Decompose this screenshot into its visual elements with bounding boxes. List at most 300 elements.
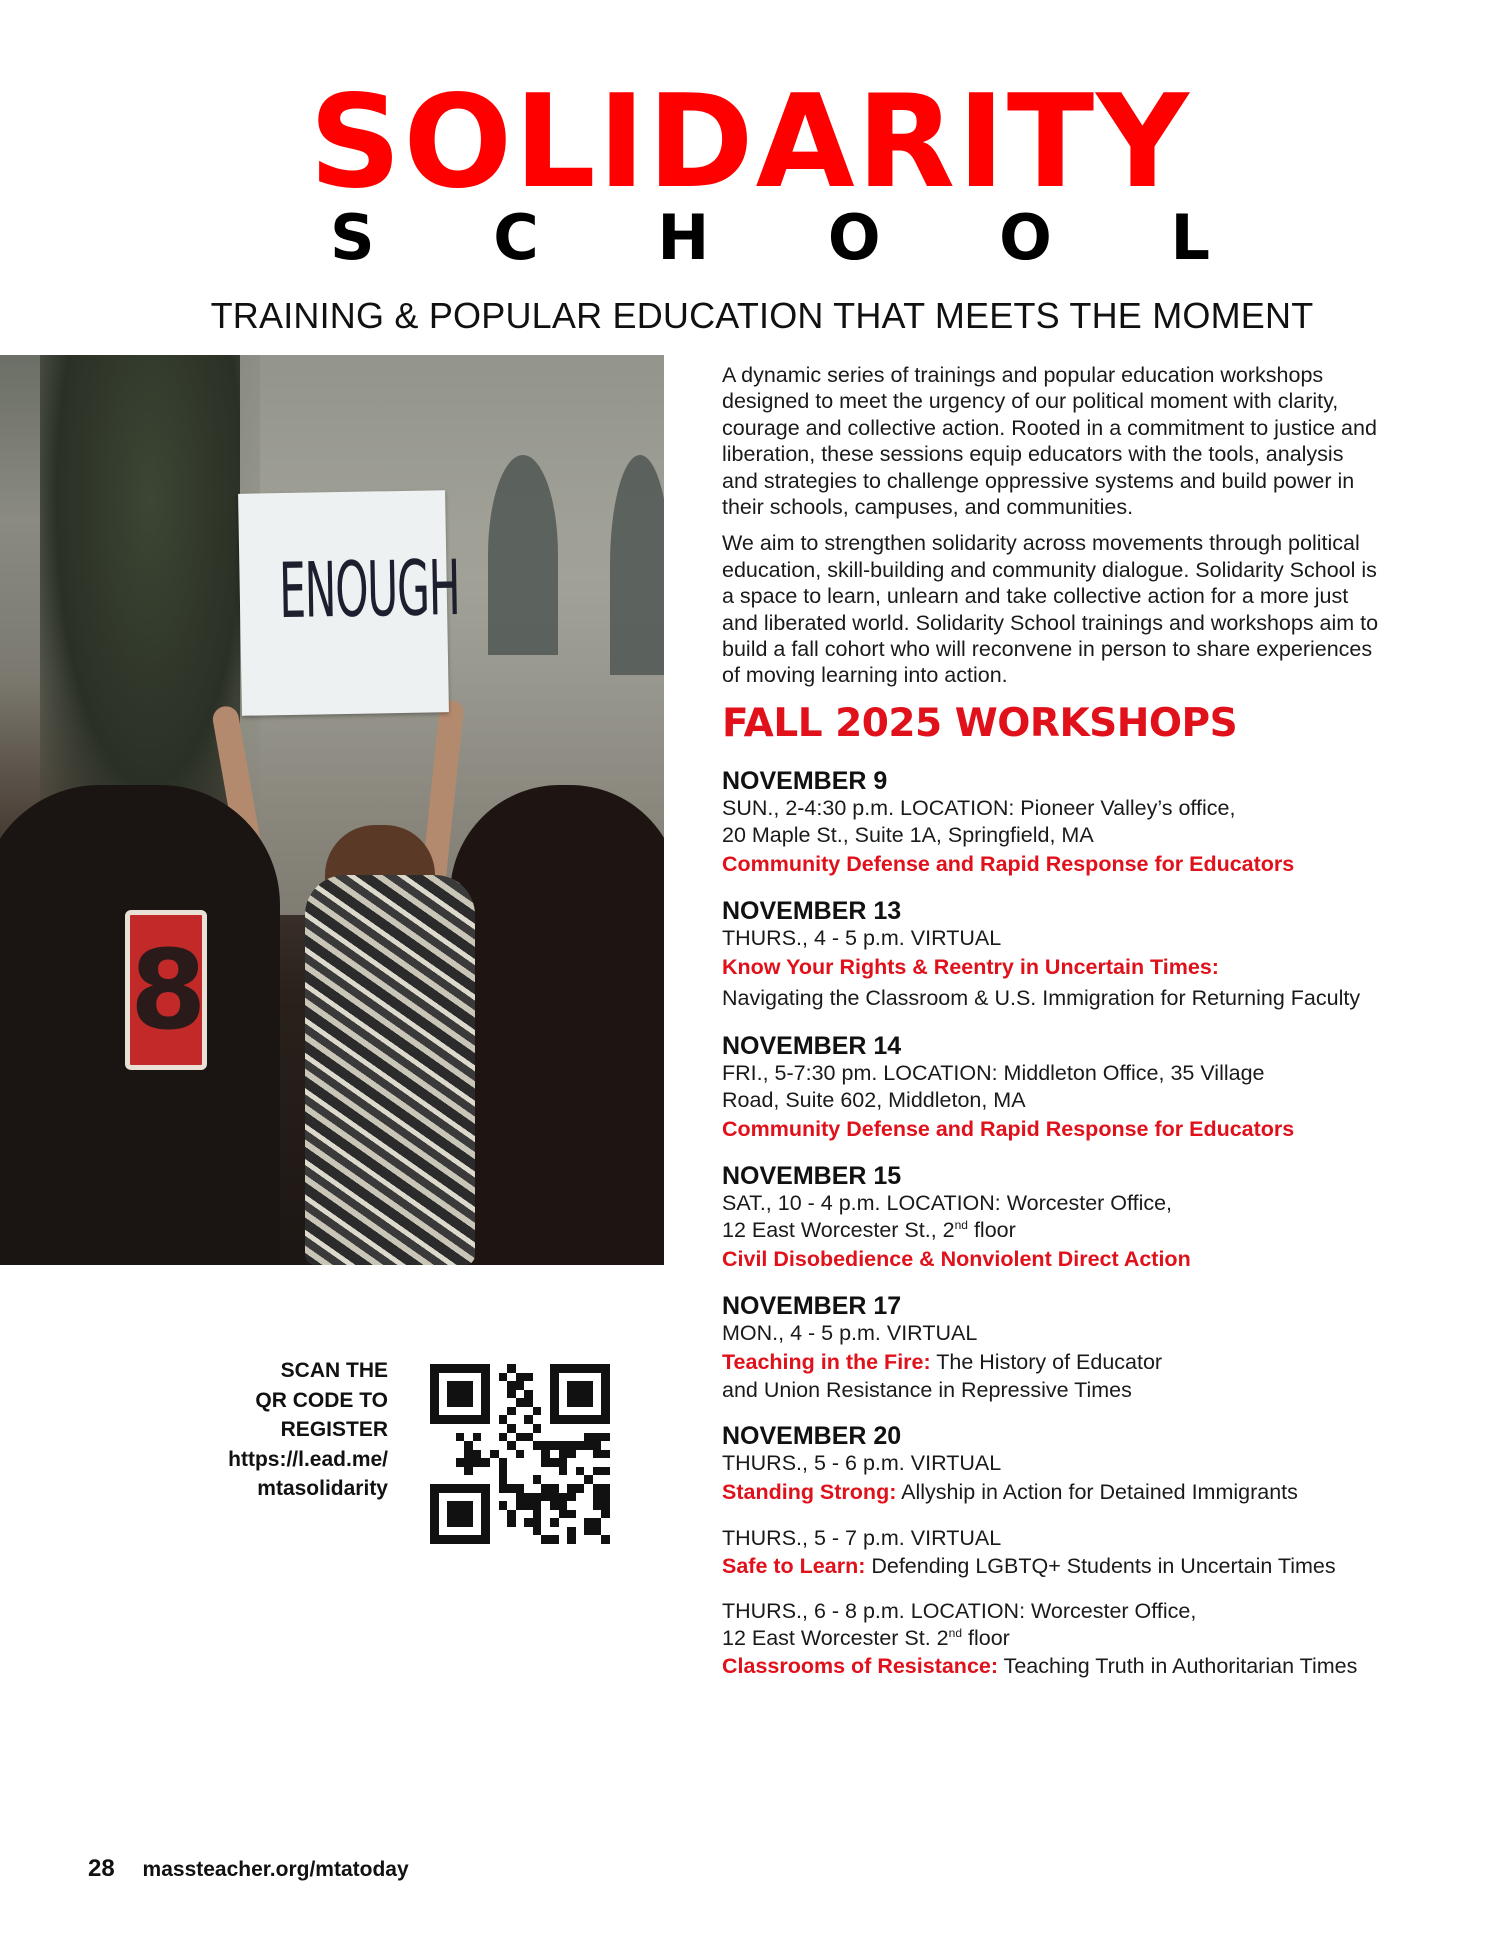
qr-module (490, 1407, 499, 1416)
qr-module (601, 1475, 610, 1484)
qr-module (593, 1441, 602, 1450)
qr-module (593, 1501, 602, 1510)
qr-module (430, 1458, 439, 1467)
photo-person-right (450, 785, 664, 1265)
qr-module (584, 1450, 593, 1459)
qr-module (559, 1433, 568, 1442)
qr-module (507, 1501, 516, 1510)
qr-module (499, 1510, 508, 1519)
qr-module (464, 1424, 473, 1433)
qr-module (430, 1373, 439, 1382)
qr-module (490, 1518, 499, 1527)
qr-module (601, 1424, 610, 1433)
qr-module (481, 1535, 490, 1544)
qr-module (593, 1467, 602, 1476)
qr-module (430, 1398, 439, 1407)
qr-module (533, 1415, 542, 1424)
qr-module (481, 1518, 490, 1527)
qr-module (473, 1510, 482, 1519)
qr-module (456, 1364, 465, 1373)
qr-module (550, 1390, 559, 1399)
qr-module (447, 1535, 456, 1544)
qr-module (576, 1510, 585, 1519)
qr-module (490, 1433, 499, 1442)
qr-module (499, 1484, 508, 1493)
qr-module (559, 1535, 568, 1544)
workshop-item (722, 897, 1382, 1014)
qr-module (559, 1373, 568, 1382)
qr-module (430, 1424, 439, 1433)
qr-module (567, 1373, 576, 1382)
qr-module (576, 1458, 585, 1467)
qr-module (464, 1415, 473, 1424)
qr-module (481, 1390, 490, 1399)
qr-module (576, 1450, 585, 1459)
qr-module (601, 1535, 610, 1544)
qr-module (584, 1527, 593, 1536)
qr-module (499, 1433, 508, 1442)
workshop-title-red: Safe to Learn: (722, 1553, 866, 1578)
workshop-title-red: Classrooms of Resistance: (722, 1653, 999, 1678)
qr-module (584, 1398, 593, 1407)
qr-module (593, 1535, 602, 1544)
qr-module (516, 1381, 525, 1390)
qr-module (447, 1441, 456, 1450)
qr-module (524, 1493, 533, 1502)
qr-module (430, 1493, 439, 1502)
qr-module (456, 1390, 465, 1399)
qr-module (533, 1441, 542, 1450)
workshop-item (722, 1162, 1382, 1274)
qr-module (593, 1373, 602, 1382)
qr-module (524, 1415, 533, 1424)
qr-module (490, 1458, 499, 1467)
qr-module (559, 1381, 568, 1390)
address-text: 12 East Worcester St. 2 (722, 1625, 949, 1650)
qr-module (533, 1458, 542, 1467)
qr-module (447, 1381, 456, 1390)
qr-module (481, 1415, 490, 1424)
qr-module (447, 1415, 456, 1424)
qr-module (593, 1510, 602, 1519)
subtitle-letter: H (657, 201, 710, 274)
qr-module (541, 1475, 550, 1484)
qr-module (576, 1467, 585, 1476)
qr-module (507, 1381, 516, 1390)
qr-module (559, 1424, 568, 1433)
qr-module (541, 1510, 550, 1519)
qr-module (430, 1381, 439, 1390)
workshop-title (722, 1114, 1382, 1144)
workshop-address (722, 1625, 1382, 1652)
qr-module (473, 1441, 482, 1450)
subtitle-letter: S (330, 201, 375, 274)
qr-module (559, 1415, 568, 1424)
qr-module (601, 1373, 610, 1382)
qr-module (439, 1493, 448, 1502)
qr-module (541, 1527, 550, 1536)
qr-module (430, 1415, 439, 1424)
workshop-session (722, 1525, 1382, 1580)
qr-module (601, 1458, 610, 1467)
qr-module (524, 1450, 533, 1459)
qr-module (533, 1398, 542, 1407)
qr-module (550, 1364, 559, 1373)
qr-module (507, 1535, 516, 1544)
qr-module (447, 1458, 456, 1467)
qr-module (430, 1518, 439, 1527)
qr-module (499, 1458, 508, 1467)
qr-module (464, 1493, 473, 1502)
workshop-date: NOVEMBER 14 (722, 1031, 902, 1060)
workshop-title-rest: Teaching Truth in Authoritarian Times (998, 1653, 1358, 1678)
qr-module (439, 1415, 448, 1424)
qr-module (456, 1467, 465, 1476)
workshop-time-location: SAT., 10 - 4 p.m. LOCATION: Worcester Office, (722, 1190, 1173, 1215)
qr-module (533, 1433, 542, 1442)
qr-module (584, 1467, 593, 1476)
qr-module (447, 1390, 456, 1399)
qr-module (473, 1415, 482, 1424)
qr-module (601, 1467, 610, 1476)
qr-module (464, 1364, 473, 1373)
footer-url[interactable]: massteacher.org/mtatoday (142, 1858, 409, 1881)
workshop-address: 20 Maple St., Suite 1A, Springfield, MA (722, 822, 1094, 847)
qr-module (584, 1441, 593, 1450)
qr-module (576, 1433, 585, 1442)
qr-module (456, 1433, 465, 1442)
qr-module (576, 1484, 585, 1493)
qr-module (584, 1390, 593, 1399)
qr-module (439, 1510, 448, 1519)
registration-line: SCAN THE (280, 1359, 388, 1382)
qr-module (541, 1398, 550, 1407)
qr-module (601, 1501, 610, 1510)
qr-module (481, 1484, 490, 1493)
qr-module (456, 1398, 465, 1407)
qr-module (473, 1364, 482, 1373)
qr-module (567, 1398, 576, 1407)
workshop-item (722, 767, 1382, 879)
qr-module (559, 1364, 568, 1373)
workshop-title-red: Teaching in the Fire: (722, 1349, 931, 1374)
qr-module (430, 1390, 439, 1399)
qr-module (456, 1450, 465, 1459)
qr-module (584, 1433, 593, 1442)
workshop-time-location: THURS., 4 - 5 p.m. VIRTUAL (722, 925, 1002, 950)
qr-module (481, 1467, 490, 1476)
qr-module (439, 1450, 448, 1459)
qr-module (473, 1458, 482, 1467)
qr-module (473, 1535, 482, 1544)
qr-module (559, 1390, 568, 1399)
qr-module (524, 1527, 533, 1536)
qr-module (516, 1424, 525, 1433)
qr-module (481, 1450, 490, 1459)
qr-module (567, 1467, 576, 1476)
qr-module (507, 1407, 516, 1416)
qr-module (593, 1381, 602, 1390)
qr-module (447, 1398, 456, 1407)
qr-module (601, 1484, 610, 1493)
qr-module (464, 1407, 473, 1416)
qr-module (576, 1441, 585, 1450)
qr-module (439, 1390, 448, 1399)
qr-module (507, 1424, 516, 1433)
qr-module (550, 1373, 559, 1382)
qr-module (456, 1501, 465, 1510)
qr-module (541, 1433, 550, 1442)
qr-module (473, 1373, 482, 1382)
qr-module (550, 1441, 559, 1450)
qr-module (430, 1510, 439, 1519)
qr-module (430, 1450, 439, 1459)
qr-module (499, 1450, 508, 1459)
qr-module (593, 1518, 602, 1527)
qr-module (490, 1398, 499, 1407)
qr-module (567, 1484, 576, 1493)
qr-module (567, 1510, 576, 1519)
qr-module (550, 1433, 559, 1442)
qr-module (559, 1493, 568, 1502)
masthead-title: SOLIDARITY (309, 68, 1191, 217)
qr-module (439, 1518, 448, 1527)
qr-module (593, 1390, 602, 1399)
qr-module (601, 1493, 610, 1502)
qr-module (439, 1535, 448, 1544)
qr-module (516, 1535, 525, 1544)
qr-module (464, 1433, 473, 1442)
qr-module (576, 1373, 585, 1382)
qr-module (533, 1518, 542, 1527)
workshop-title-red: Civil Disobedience & Nonviolent Direct Action (722, 1246, 1191, 1271)
qr-module (584, 1415, 593, 1424)
qr-module (593, 1407, 602, 1416)
qr-module (516, 1407, 525, 1416)
qr-module (507, 1364, 516, 1373)
qr-module (559, 1518, 568, 1527)
workshop-title-red: Community Defense and Rapid Response for Educators (722, 1116, 1295, 1141)
qr-module (524, 1364, 533, 1373)
workshop-time-location: MON., 4 - 5 p.m. VIRTUAL (722, 1320, 978, 1345)
qr-module (490, 1535, 499, 1544)
workshop-title-red: Community Defense and Rapid Response for Educators (722, 851, 1295, 876)
qr-module (473, 1493, 482, 1502)
qr-module (550, 1535, 559, 1544)
qr-code[interactable] (430, 1364, 610, 1544)
qr-module (447, 1407, 456, 1416)
qr-module (490, 1493, 499, 1502)
workshop-title-rest: Defending LGBTQ+ Students in Uncertain Times (865, 1553, 1336, 1578)
qr-module (524, 1518, 533, 1527)
qr-module (464, 1535, 473, 1544)
qr-module (507, 1518, 516, 1527)
qr-module (430, 1535, 439, 1544)
qr-module (533, 1467, 542, 1476)
qr-module (507, 1441, 516, 1450)
qr-module (447, 1501, 456, 1510)
qr-module (550, 1407, 559, 1416)
qr-module (456, 1407, 465, 1416)
qr-module (567, 1364, 576, 1373)
qr-module (499, 1373, 508, 1382)
qr-module (464, 1484, 473, 1493)
qr-module (550, 1484, 559, 1493)
qr-module (533, 1475, 542, 1484)
workshop-title (722, 1652, 1382, 1680)
qr-module (516, 1510, 525, 1519)
qr-module (593, 1484, 602, 1493)
workshop-session (722, 1450, 1382, 1507)
qr-module (576, 1493, 585, 1502)
qr-module (541, 1535, 550, 1544)
qr-module (439, 1458, 448, 1467)
qr-module (601, 1441, 610, 1450)
qr-module (524, 1373, 533, 1382)
qr-module (464, 1518, 473, 1527)
qr-module (533, 1450, 542, 1459)
qr-module (533, 1424, 542, 1433)
registration-link[interactable]: https://l.ead.me/ (228, 1447, 388, 1471)
qr-module (456, 1493, 465, 1502)
workshop-date: NOVEMBER 17 (722, 1291, 902, 1320)
qr-module (567, 1527, 576, 1536)
workshop-address (722, 1217, 1382, 1244)
qr-module (550, 1415, 559, 1424)
qr-module (593, 1433, 602, 1442)
qr-module (447, 1373, 456, 1382)
workshop-session (722, 1598, 1382, 1680)
qr-module (516, 1398, 525, 1407)
qr-module (481, 1398, 490, 1407)
qr-module (456, 1424, 465, 1433)
qr-module (533, 1510, 542, 1519)
qr-module (507, 1510, 516, 1519)
qr-module (593, 1450, 602, 1459)
qr-module (567, 1518, 576, 1527)
qr-module (481, 1381, 490, 1390)
registration-link[interactable]: mtasolidarity (257, 1477, 388, 1500)
qr-module (584, 1518, 593, 1527)
qr-module (473, 1484, 482, 1493)
qr-module (456, 1518, 465, 1527)
workshops-heading: FALL 2025 WORKSHOPS (722, 700, 1238, 746)
qr-module (447, 1433, 456, 1442)
qr-module (464, 1501, 473, 1510)
qr-module (541, 1458, 550, 1467)
qr-module (473, 1381, 482, 1390)
qr-module (499, 1441, 508, 1450)
workshop-title (722, 1244, 1382, 1274)
qr-module (499, 1381, 508, 1390)
qr-module (550, 1381, 559, 1390)
qr-module (481, 1373, 490, 1382)
qr-module (516, 1373, 525, 1382)
qr-module (516, 1475, 525, 1484)
qr-module (439, 1501, 448, 1510)
qr-module (601, 1398, 610, 1407)
qr-module (507, 1390, 516, 1399)
qr-module (576, 1364, 585, 1373)
qr-module (456, 1510, 465, 1519)
qr-module (541, 1373, 550, 1382)
workshop-address: Road, Suite 602, Middleton, MA (722, 1087, 1026, 1112)
qr-module (516, 1518, 525, 1527)
qr-module (533, 1535, 542, 1544)
qr-module (601, 1518, 610, 1527)
workshop-time-location: SUN., 2-4:30 p.m. LOCATION: Pioneer Valley’s office, (722, 795, 1236, 820)
qr-module (439, 1441, 448, 1450)
qr-module (541, 1501, 550, 1510)
qr-module (439, 1381, 448, 1390)
qr-module (430, 1527, 439, 1536)
qr-module (490, 1484, 499, 1493)
qr-module (516, 1501, 525, 1510)
qr-module (439, 1424, 448, 1433)
qr-module (550, 1398, 559, 1407)
qr-module (593, 1458, 602, 1467)
qr-module (473, 1398, 482, 1407)
subtitle-letter: L (1170, 201, 1210, 274)
qr-module (473, 1501, 482, 1510)
qr-module (559, 1458, 568, 1467)
qr-module (507, 1458, 516, 1467)
qr-module (447, 1510, 456, 1519)
qr-module (439, 1364, 448, 1373)
qr-module (507, 1493, 516, 1502)
qr-module (499, 1501, 508, 1510)
intro (722, 362, 1382, 689)
qr-module (464, 1450, 473, 1459)
qr-module (550, 1424, 559, 1433)
workshop-date: NOVEMBER 20 (722, 1421, 902, 1450)
qr-module (550, 1467, 559, 1476)
qr-module (473, 1527, 482, 1536)
qr-module (516, 1527, 525, 1536)
qr-module (550, 1450, 559, 1459)
qr-module (576, 1501, 585, 1510)
workshop-title-red: Know Your Rights & Reentry in Uncertain Times: (722, 954, 1219, 979)
qr-module (576, 1398, 585, 1407)
qr-module (439, 1373, 448, 1382)
workshop-item (722, 1422, 1382, 1680)
workshop-title-line2: and Union Resistance in Repressive Times (722, 1377, 1132, 1402)
qr-module (533, 1390, 542, 1399)
qr-module (499, 1398, 508, 1407)
qr-module (584, 1484, 593, 1493)
qr-module (559, 1450, 568, 1459)
qr-module (524, 1475, 533, 1484)
qr-module (584, 1510, 593, 1519)
qr-module (481, 1527, 490, 1536)
qr-module (430, 1441, 439, 1450)
qr-module (490, 1450, 499, 1459)
qr-module (430, 1433, 439, 1442)
qr-module (447, 1364, 456, 1373)
qr-module (447, 1424, 456, 1433)
qr-module (490, 1390, 499, 1399)
protest-photo (0, 355, 664, 1265)
qr-module (430, 1501, 439, 1510)
qr-module (499, 1475, 508, 1484)
qr-module (481, 1424, 490, 1433)
qr-module (524, 1381, 533, 1390)
qr-module (456, 1535, 465, 1544)
qr-module (447, 1484, 456, 1493)
qr-module (559, 1441, 568, 1450)
qr-module (481, 1493, 490, 1502)
qr-module (516, 1441, 525, 1450)
